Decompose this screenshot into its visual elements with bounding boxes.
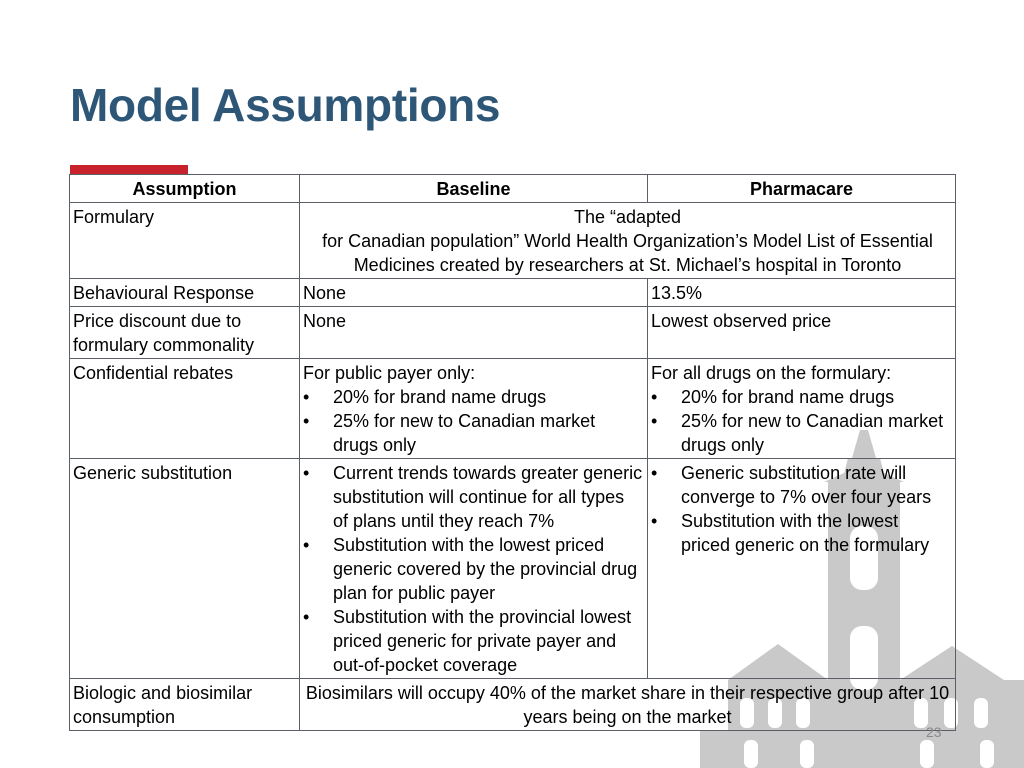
slide-title: Model Assumptions (70, 79, 501, 131)
row-label-price-discount: Price discount due to formulary commonality (70, 307, 300, 359)
row-label-formulary: Formulary (70, 203, 300, 279)
biologic-value: Biosimilars will occupy 40% of the market share in their respective group after 10 years being on the market (300, 679, 956, 731)
behavioural-baseline: None (300, 279, 648, 307)
table-row-generic (70, 459, 956, 679)
table-row-behavioural (70, 279, 956, 307)
rebates-pharmacare (648, 359, 956, 459)
row-label-biologic: Biologic and biosimilar consumption (70, 679, 300, 731)
page-number: 23 (926, 724, 942, 740)
generic-baseline (300, 459, 648, 679)
behavioural-pharmacare: 13.5% (648, 279, 956, 307)
list-item: • 20% for brand name drugs (303, 385, 644, 409)
table-header-row (70, 175, 956, 203)
table-row-rebates (70, 359, 956, 459)
row-label-rebates: Confidential rebates (70, 359, 300, 459)
list-item: • Substitution with the provincial lowest priced generic for private payer and out-of-pocket coverage (303, 605, 644, 677)
rebates-baseline (300, 359, 648, 459)
formulary-value-line2: for Canadian population” World Health Organization’s Model List of Essential Medicines created by researchers at St. Michael’s hospital in Toronto (322, 231, 933, 275)
generic-pharmacare (648, 459, 956, 679)
table-row-biologic (70, 679, 956, 731)
rebates-pharmacare-intro: For all drugs on the formulary: (651, 363, 892, 383)
generic-baseline-list (303, 461, 644, 677)
price-discount-baseline: None (300, 307, 648, 359)
formulary-value-line1: The “adapted (573, 207, 682, 227)
list-item: • Current trends towards greater generic substitution will continue for all types of plans until they reach 7% (303, 461, 644, 533)
table-row-price-discount (70, 307, 956, 359)
list-item: • Substitution with the lowest priced generic on the formulary (651, 509, 952, 557)
rebates-pharmacare-list (651, 385, 952, 457)
row-label-behavioural: Behavioural Response (70, 279, 300, 307)
list-item: • Generic substitution rate will converge to 7% over four years (651, 461, 952, 509)
header-baseline: Baseline (300, 175, 648, 203)
list-item: • Substitution with the lowest priced generic covered by the provincial drug plan for public payer (303, 533, 644, 605)
list-item: • 25% for new to Canadian market drugs only (303, 409, 644, 457)
generic-pharmacare-list (651, 461, 952, 557)
price-discount-pharmacare: Lowest observed price (648, 307, 956, 359)
rebates-baseline-list (303, 385, 644, 457)
header-assumption: Assumption (70, 175, 300, 203)
list-item: • 20% for brand name drugs (651, 385, 952, 409)
formulary-value-cell (300, 203, 956, 279)
rebates-baseline-intro: For public payer only: (303, 363, 476, 383)
row-label-generic: Generic substitution (70, 459, 300, 679)
list-item: • 25% for new to Canadian market drugs only (651, 409, 952, 457)
table-row-formulary (70, 203, 956, 279)
header-pharmacare: Pharmacare (648, 175, 956, 203)
assumptions-table (69, 174, 956, 731)
